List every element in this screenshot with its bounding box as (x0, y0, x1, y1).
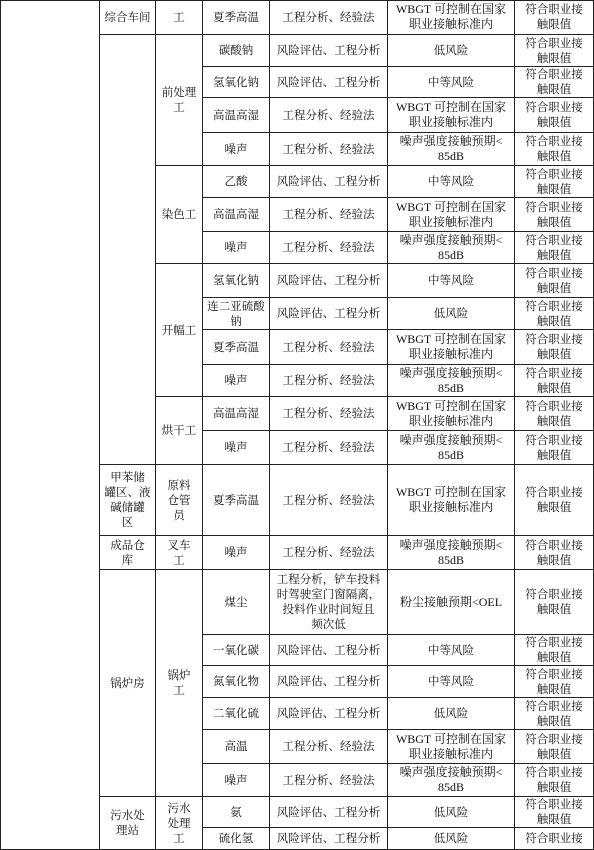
evaluation-result-cell-text: WBGT 可控制在国家 职业接触标准内 (395, 2, 507, 31)
evaluation-result-cell-text: 噪声强度接触预期< 85dB (399, 432, 503, 462)
hazard-factor-cell (203, 536, 270, 570)
evaluation-result-cell (388, 330, 515, 365)
hazard-factor-cell-text: 二氧化硫 (213, 706, 259, 720)
area-cell-text: 甲苯储 罐区、液 碱储罐 区 (104, 470, 151, 529)
evaluation-method-cell-text: 工程分析、经验法 (282, 492, 375, 507)
conclusion-cell (515, 264, 594, 298)
evaluation-result-cell (388, 98, 515, 133)
evaluation-result-cell (388, 166, 515, 198)
evaluation-method-cell (270, 365, 388, 397)
evaluation-method-cell (270, 797, 388, 828)
conclusion-cell-text: 符合职业接 触限值 (525, 332, 583, 361)
evaluation-method-cell (270, 635, 388, 666)
conclusion-cell (515, 536, 594, 570)
evaluation-method-cell-text: 风险评估、工程分析 (276, 306, 381, 320)
hazard-factor-cell (203, 570, 270, 635)
hazard-factor-cell-text: 高温高湿 (213, 107, 259, 122)
job-cell (156, 35, 203, 166)
evaluation-method-cell (270, 828, 388, 850)
evaluation-result-cell (388, 198, 515, 232)
evaluation-method-cell-text: 风险评估、工程分析 (276, 74, 381, 89)
hazard-factor-cell (203, 198, 270, 232)
hazard-factor-cell-text: 噪声 (224, 772, 248, 787)
evaluation-method-cell-text: 风险评估、工程分析 (276, 706, 381, 720)
hazard-factor-cell (203, 397, 270, 431)
conclusion-cell-text: 符合职业接 触限值 (525, 365, 583, 395)
evaluation-method-cell-text: 工程分析，铲车投料 时驾驶室门窗隔离， 投料作业时间短且 频次低 (276, 572, 381, 631)
hazard-factor-cell (203, 264, 270, 298)
evaluation-result-cell-text: WBGT 可控制在国家 职业接触标准内 (395, 332, 507, 361)
evaluation-result-cell-text: 低风险 (433, 804, 469, 819)
conclusion-cell-text: 符合职业接 触限值 (525, 67, 583, 96)
job-cell-text: 锅炉 工 (167, 668, 191, 697)
job-cell-text: 开幅工 (161, 322, 197, 337)
evaluation-method-cell-text: 工程分析、经验法 (282, 772, 375, 787)
conclusion-cell-text: 符合职业接 触限值 (525, 2, 583, 31)
conclusion-cell-text: 符合职业接 触限值 (525, 587, 583, 616)
conclusion-cell (515, 698, 594, 730)
conclusion-cell-text: 符合职业接 (525, 831, 583, 845)
evaluation-method-cell (270, 764, 388, 797)
conclusion-cell (515, 570, 594, 635)
hazard-factor-cell-text: 噪声 (224, 141, 248, 156)
evaluation-method-cell (270, 536, 388, 570)
conclusion-cell (515, 764, 594, 797)
conclusion-cell-text: 符合职业接 触限值 (525, 298, 583, 328)
conclusion-cell (515, 232, 594, 264)
conclusion-cell-text: 符合职业接 触限值 (525, 100, 583, 129)
conclusion-cell-text: 符合职业接 触限值 (525, 635, 583, 664)
evaluation-result-cell-text: 噪声强度接触预期< 85dB (399, 134, 503, 163)
evaluation-method-cell-text: 工程分析、经验法 (282, 207, 375, 221)
hazard-factor-cell (203, 133, 270, 166)
conclusion-cell (515, 133, 594, 166)
evaluation-result-cell (388, 298, 515, 330)
conclusion-cell (515, 0, 594, 35)
evaluation-method-cell-text: 工程分析、经验法 (282, 440, 375, 454)
hazard-factor-cell (203, 465, 270, 536)
job-cell (156, 536, 203, 570)
job-cell-text: 工 (173, 9, 185, 24)
conclusion-cell (515, 198, 594, 232)
evaluation-result-cell-text: WBGT 可控制在国家 职业接触标准内 (395, 100, 507, 129)
hazard-factor-cell-text: 连二亚硫酸 钠 (207, 298, 265, 328)
evaluation-result-cell-text: WBGT 可控制在国家 职业接触标准内 (395, 199, 507, 229)
job-cell (156, 797, 203, 850)
job-cell (156, 397, 203, 465)
evaluation-result-cell (388, 666, 515, 698)
hazard-factor-cell-text: 夏季高温 (213, 339, 259, 354)
evaluation-method-cell (270, 698, 388, 730)
evaluation-result-cell-text: 低风险 (433, 706, 469, 720)
evaluation-method-cell (270, 330, 388, 365)
area-cell-text: 污水处 理站 (110, 808, 145, 837)
evaluation-result-cell (388, 465, 515, 536)
conclusion-cell-text: 符合职业接 触限值 (525, 537, 583, 567)
conclusion-cell-text: 符合职业接 触限值 (525, 485, 583, 514)
hazard-factor-cell-text: 夏季高温 (213, 9, 259, 24)
evaluation-method-cell (270, 232, 388, 264)
evaluation-result-cell-text: WBGT 可控制在国家 职业接触标准内 (395, 731, 507, 761)
conclusion-cell-text: 符合职业接 触限值 (525, 166, 583, 196)
conclusion-cell (515, 797, 594, 828)
area-cell-text: 综合车间 (104, 9, 151, 24)
hazard-factor-cell (203, 698, 270, 730)
hazard-factor-cell (203, 797, 270, 828)
area-cell (100, 536, 156, 570)
hazard-factor-cell-text: 煤尘 (224, 594, 248, 609)
hazard-factor-cell-text: 高温高湿 (213, 207, 259, 221)
conclusion-cell (515, 365, 594, 397)
hazard-factor-cell (203, 232, 270, 264)
job-cell-text: 烘干工 (161, 423, 197, 437)
hazard-factor-cell (203, 365, 270, 397)
conclusion-cell-text: 符合职业接 触限值 (525, 398, 583, 428)
conclusion-cell (515, 666, 594, 698)
evaluation-method-cell-text: 工程分析、经验法 (282, 141, 375, 156)
conclusion-cell (515, 431, 594, 465)
job-cell (156, 570, 203, 797)
hazard-factor-cell-text: 硫化氢 (218, 831, 254, 845)
area-cell (100, 465, 156, 536)
evaluation-result-cell (388, 133, 515, 166)
conclusion-cell (515, 98, 594, 133)
evaluation-method-cell-text: 工程分析、经验法 (282, 406, 375, 420)
evaluation-method-cell (270, 166, 388, 198)
evaluation-result-cell (388, 536, 515, 570)
conclusion-cell-text: 符合职业接 触限值 (525, 666, 583, 696)
hazard-factor-cell-text: 乙酸 (224, 174, 248, 188)
evaluation-method-cell-text: 风险评估、工程分析 (276, 43, 381, 57)
evaluation-result-cell (388, 570, 515, 635)
evaluation-method-cell (270, 431, 388, 465)
conclusion-cell-text: 符合职业接 触限值 (525, 265, 583, 295)
hazard-factor-cell-text: 氢氧化钠 (213, 273, 259, 287)
blank-margin-cell (0, 0, 100, 850)
evaluation-result-cell-text: 低风险 (433, 831, 469, 845)
hazard-factor-cell-text: 夏季高温 (213, 492, 259, 507)
conclusion-cell-text: 符合职业接 触限值 (525, 432, 583, 462)
evaluation-method-cell-text: 工程分析、经验法 (282, 240, 375, 254)
area-cell (100, 797, 156, 850)
evaluation-result-cell (388, 797, 515, 828)
evaluation-result-cell (388, 365, 515, 397)
evaluation-result-cell-text: WBGT 可控制在国家 职业接触标准内 (395, 485, 507, 514)
hazard-factor-cell (203, 98, 270, 133)
job-cell (156, 264, 203, 397)
evaluation-method-cell (270, 570, 388, 635)
evaluation-result-cell (388, 397, 515, 431)
evaluation-method-cell (270, 67, 388, 98)
conclusion-cell-text: 符合职业接 触限值 (525, 765, 583, 794)
evaluation-method-cell (270, 0, 388, 35)
evaluation-result-cell (388, 764, 515, 797)
evaluation-result-cell-text: 粉尘接触预期<OEL (399, 594, 503, 609)
job-cell-text: 染色工 (161, 207, 197, 221)
job-cell (156, 465, 203, 536)
evaluation-result-cell-text: 噪声强度接触预期< 85dB (399, 232, 503, 262)
hazard-factor-cell (203, 764, 270, 797)
evaluation-result-cell-text: 噪声强度接触预期< 85dB (399, 537, 503, 567)
hazard-factor-cell (203, 166, 270, 198)
evaluation-method-cell-text: 工程分析、经验法 (282, 9, 375, 24)
hazard-factor-cell (203, 330, 270, 365)
conclusion-cell-text: 符合职业接 触限值 (525, 698, 583, 728)
area-cell (100, 0, 156, 35)
evaluation-method-cell-text: 工程分析、经验法 (282, 339, 375, 354)
conclusion-cell (515, 635, 594, 666)
evaluation-method-cell-text: 工程分析、经验法 (282, 107, 375, 122)
evaluation-result-cell (388, 431, 515, 465)
hazard-factor-cell (203, 828, 270, 850)
evaluation-result-cell (388, 232, 515, 264)
evaluation-method-cell (270, 730, 388, 764)
job-cell-text: 污水 处理 工 (167, 800, 191, 845)
conclusion-cell-text: 符合职业接 触限值 (525, 35, 583, 65)
area-cell-text: 锅炉房 (110, 675, 145, 690)
evaluation-method-cell-text: 风险评估、工程分析 (276, 642, 381, 657)
evaluation-result-cell (388, 67, 515, 98)
area-cell (100, 570, 156, 797)
hazard-factor-cell (203, 35, 270, 67)
evaluation-result-cell (388, 264, 515, 298)
hazard-factor-cell-text: 一氧化碳 (213, 642, 259, 657)
hazard-factor-cell-text: 高温 (224, 739, 248, 753)
evaluation-result-cell (388, 698, 515, 730)
hazard-factor-cell (203, 298, 270, 330)
hazard-factor-cell (203, 0, 270, 35)
conclusion-cell (515, 298, 594, 330)
hazard-factor-cell-text: 高温高湿 (213, 406, 259, 420)
conclusion-cell-text: 符合职业接 触限值 (525, 199, 583, 229)
job-cell (156, 166, 203, 264)
evaluation-method-cell (270, 198, 388, 232)
conclusion-cell-text: 符合职业接 触限值 (525, 731, 583, 761)
evaluation-method-cell-text: 风险评估、工程分析 (276, 174, 381, 188)
evaluation-result-cell-text: 低风险 (433, 306, 469, 320)
conclusion-cell (515, 465, 594, 536)
evaluation-method-cell (270, 397, 388, 431)
conclusion-cell (515, 730, 594, 764)
evaluation-result-cell-text: WBGT 可控制在国家 职业接触标准内 (395, 398, 507, 428)
conclusion-cell-text: 符合职业接 触限值 (525, 134, 583, 163)
hazard-factor-cell (203, 431, 270, 465)
conclusion-cell-text: 符合职业接 触限值 (525, 232, 583, 262)
evaluation-result-cell (388, 35, 515, 67)
evaluation-method-cell (270, 35, 388, 67)
hazard-factor-cell-text: 噪声 (224, 240, 248, 254)
conclusion-cell (515, 35, 594, 67)
evaluation-result-cell-text: 低风险 (433, 43, 469, 57)
evaluation-result-cell-text: 中等风险 (428, 674, 474, 688)
evaluation-method-cell (270, 298, 388, 330)
job-cell-text: 前处理工 (161, 85, 197, 114)
area-cell-text: 成品仓 库 (110, 537, 145, 567)
evaluation-method-cell-text: 工程分析、经验法 (282, 545, 375, 559)
hazard-factor-cell (203, 635, 270, 666)
area-cell (100, 35, 156, 465)
hazard-factor-cell (203, 730, 270, 764)
evaluation-method-cell-text: 风险评估、工程分析 (276, 804, 381, 819)
hazard-factor-cell-text: 噪声 (224, 373, 248, 387)
conclusion-cell (515, 330, 594, 365)
conclusion-cell (515, 397, 594, 431)
evaluation-result-cell-text: 中等风险 (428, 74, 474, 89)
evaluation-result-cell-text: 噪声强度接触预期< 85dB (399, 365, 503, 395)
hazard-factor-cell-text: 噪声 (224, 545, 248, 559)
evaluation-result-cell (388, 635, 515, 666)
evaluation-method-cell (270, 264, 388, 298)
evaluation-result-cell-text: 中等风险 (428, 273, 474, 287)
conclusion-cell (515, 166, 594, 198)
hazard-factor-cell-text: 噪声 (224, 440, 248, 454)
evaluation-method-cell-text: 风险评估、工程分析 (276, 273, 381, 287)
evaluation-method-cell (270, 465, 388, 536)
job-cell-text: 叉车 工 (167, 537, 191, 567)
evaluation-result-cell-text: 噪声强度接触预期< 85dB (399, 765, 503, 794)
evaluation-method-cell-text: 工程分析、经验法 (282, 739, 375, 753)
hazard-factor-cell (203, 666, 270, 698)
evaluation-method-cell (270, 98, 388, 133)
evaluation-result-cell-text: 中等风险 (428, 642, 474, 657)
evaluation-result-cell (388, 0, 515, 35)
evaluation-method-cell-text: 风险评估、工程分析 (276, 831, 381, 845)
evaluation-result-cell (388, 828, 515, 850)
hazard-factor-cell-text: 氨 (230, 804, 242, 819)
conclusion-cell (515, 828, 594, 850)
hazard-factor-cell-text: 氮氧化物 (213, 674, 259, 688)
conclusion-cell-text: 符合职业接 触限值 (525, 797, 583, 826)
hazard-factor-cell-text: 氢氧化钠 (213, 74, 259, 89)
evaluation-result-cell (388, 730, 515, 764)
conclusion-cell (515, 67, 594, 98)
job-cell-text: 原料 仓管 员 (167, 477, 191, 522)
hazard-factor-cell (203, 67, 270, 98)
evaluation-method-cell-text: 风险评估、工程分析 (276, 674, 381, 688)
evaluation-method-cell (270, 133, 388, 166)
evaluation-method-cell (270, 666, 388, 698)
hazard-factor-cell-text: 碳酸钠 (218, 43, 254, 57)
evaluation-method-cell-text: 工程分析、经验法 (282, 373, 375, 387)
job-cell (156, 0, 203, 35)
evaluation-result-cell-text: 中等风险 (428, 174, 474, 188)
